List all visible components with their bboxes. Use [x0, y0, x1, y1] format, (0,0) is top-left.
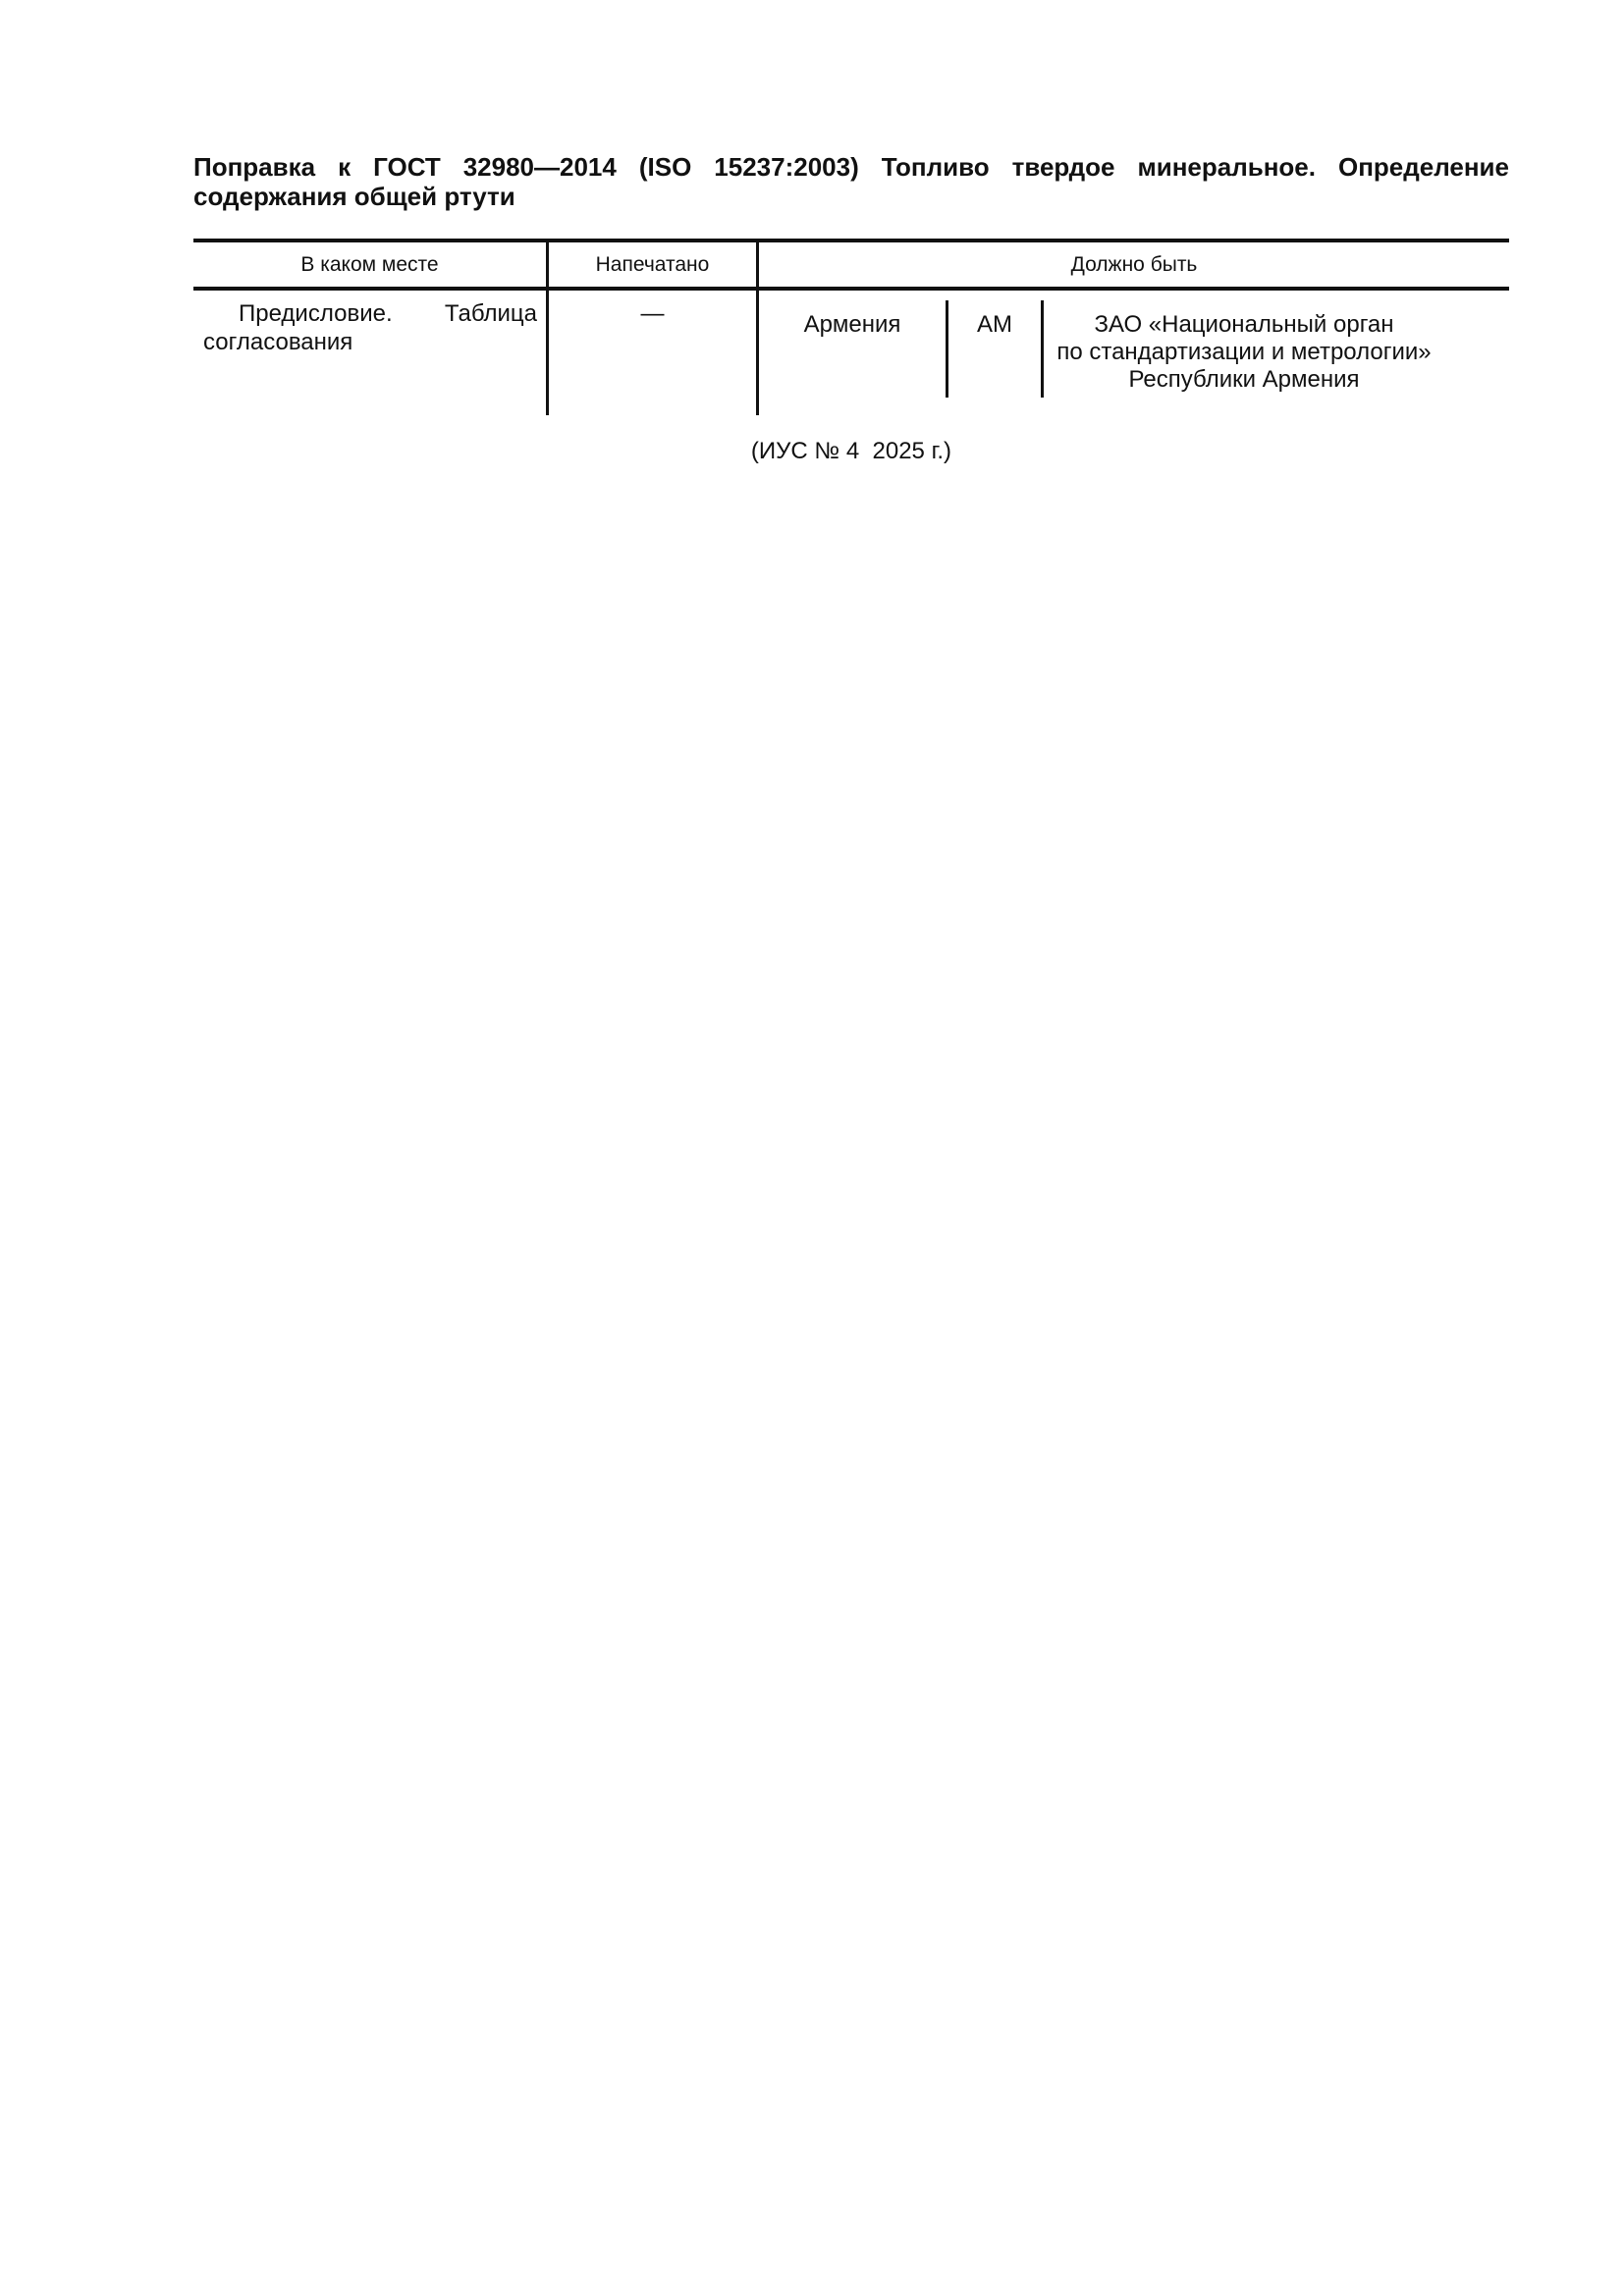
document-title: [193, 152, 1509, 211]
table-header-rule: [193, 287, 1509, 291]
column-header-location: В каком месте: [300, 252, 439, 276]
table-cell-location: Предисловие. Таблица согласования: [203, 300, 537, 355]
table-cell-printed: —: [640, 300, 665, 327]
document-title-line-1: Поправка к ГОСТ 32980—2014 (ISO 15237:2003) Топливо твердое минеральное. Определение: [193, 152, 1509, 182]
column-header-should-be: Должно быть: [1070, 252, 1198, 276]
table-cell-organization: [1044, 311, 1444, 394]
organization-line-2: по стандартизации и метрологии»: [1056, 339, 1432, 365]
column-header-printed: Напечатано: [595, 252, 710, 276]
correction-table: [193, 239, 1509, 417]
organization-line-3: Республики Армения: [1128, 366, 1360, 393]
organization-line-1: ЗАО «Национальный орган: [1094, 311, 1394, 338]
table-cell-country: Армения: [803, 311, 901, 338]
source-note: (ИУС № 4 2025 г.): [750, 438, 952, 464]
document-title-line-2: содержания общей ртути: [193, 182, 515, 211]
table-cell-country-code: АМ: [977, 311, 1012, 338]
